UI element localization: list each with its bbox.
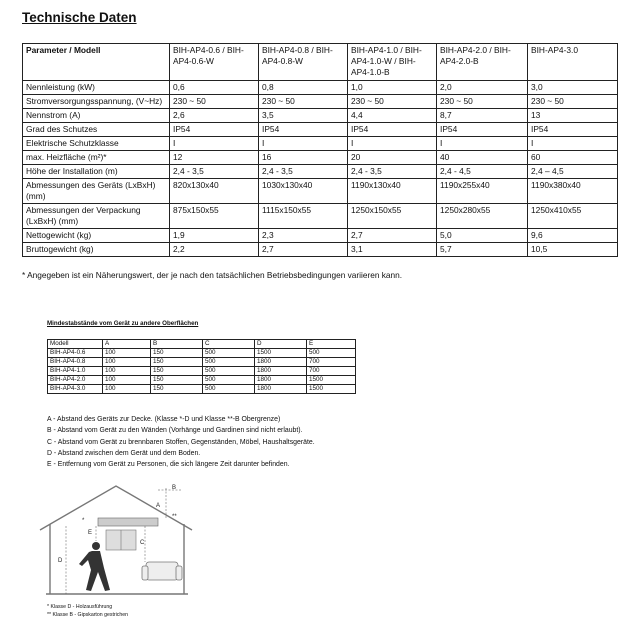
spec-value-cell: 2,7: [348, 229, 437, 243]
spec-param-cell: Nettogewicht (kg): [23, 229, 170, 243]
spec-param-cell: Nennleistung (kW): [23, 81, 170, 95]
spec-header-cell: BIH-AP4-0.6 / BIH-AP4-0.6-W: [170, 44, 259, 81]
min-distance-cell: 100: [103, 367, 151, 376]
diagram-label-b: B: [172, 485, 177, 491]
spec-row: [23, 109, 618, 123]
min-distance-cell: 500: [203, 376, 255, 385]
spec-header-row: [23, 44, 618, 81]
min-distance-cell: B: [151, 340, 203, 349]
spec-row: [23, 123, 618, 137]
min-distance-cell: 150: [151, 376, 203, 385]
min-distance-cell: C: [203, 340, 255, 349]
spec-value-cell: 60: [528, 151, 618, 165]
spec-value-cell: 2,4 - 4,5: [437, 165, 528, 179]
spec-value-cell: 3,5: [259, 109, 348, 123]
spec-row: [23, 204, 618, 229]
spec-value-cell: 1115x150x55: [259, 204, 348, 229]
spec-row: [23, 95, 618, 109]
min-distance-cell: 500: [203, 385, 255, 394]
spec-value-cell: I: [259, 137, 348, 151]
spec-value-cell: 5,7: [437, 243, 528, 257]
min-distance-cell: A: [103, 340, 151, 349]
min-distance-row: [48, 349, 356, 358]
spec-value-cell: 2,4 - 3,5: [259, 165, 348, 179]
spec-header-cell: BIH-AP4-1.0 / BIH-AP4-1.0-W / BIH-AP4-1.0-B: [348, 44, 437, 81]
min-distance-title: Mindestabstände vom Gerät zu andere Oberflächen: [47, 320, 199, 327]
spec-value-cell: 9,6: [528, 229, 618, 243]
spec-value-cell: 875x150x55: [170, 204, 259, 229]
legend-item: C - Abstand vom Gerät zu brennbaren Stoffen, Gegenständen, Möbel, Haushaltsgeräte.: [47, 438, 315, 446]
min-distance-cell: 150: [151, 385, 203, 394]
spec-value-cell: 2,6: [170, 109, 259, 123]
min-distance-cell: BIH-AP4-1.0: [48, 367, 103, 376]
spec-param-cell: Abmessungen des Geräts (LxBxH) (mm): [23, 179, 170, 204]
min-distance-row: [48, 376, 356, 385]
spec-row: [23, 229, 618, 243]
min-distance-cell: 1500: [307, 376, 356, 385]
spec-value-cell: 2,4 - 3,5: [170, 165, 259, 179]
spec-value-cell: 40: [437, 151, 528, 165]
spec-value-cell: 820x130x40: [170, 179, 259, 204]
min-distance-cell: Modell: [48, 340, 103, 349]
spec-value-cell: 12: [170, 151, 259, 165]
spec-value-cell: 3,0: [528, 81, 618, 95]
spec-value-cell: 1190x380x40: [528, 179, 618, 204]
spec-param-cell: Nennstrom (A): [23, 109, 170, 123]
spec-value-cell: 10,5: [528, 243, 618, 257]
spec-value-cell: 2,7: [259, 243, 348, 257]
min-distance-cell: 1500: [255, 349, 307, 358]
min-distance-cell: E: [307, 340, 356, 349]
min-distance-row: [48, 358, 356, 367]
spec-value-cell: 2,3: [259, 229, 348, 243]
spec-value-cell: I: [528, 137, 618, 151]
spec-value-cell: 0,8: [259, 81, 348, 95]
spec-value-cell: IP54: [259, 123, 348, 137]
min-distance-row: [48, 385, 356, 394]
spec-value-cell: 4,4: [348, 109, 437, 123]
spec-row: [23, 179, 618, 204]
min-distance-cell: BIH-AP4-0.6: [48, 349, 103, 358]
min-distance-cell: 500: [203, 349, 255, 358]
spec-value-cell: 0,6: [170, 81, 259, 95]
diagram-label-class-b: **: [172, 514, 177, 520]
spec-value-cell: 230 ~ 50: [259, 95, 348, 109]
spec-value-cell: I: [437, 137, 528, 151]
spec-value-cell: 230 ~ 50: [170, 95, 259, 109]
min-distance-cell: 500: [203, 367, 255, 376]
spec-value-cell: 2,4 – 4,5: [528, 165, 618, 179]
spec-value-cell: 8,7: [437, 109, 528, 123]
spec-header-cell: BIH-AP4-3.0: [528, 44, 618, 81]
spec-header-cell: BIH-AP4-0.8 / BIH-AP4-0.8-W: [259, 44, 348, 81]
spec-value-cell: 230 ~ 50: [348, 95, 437, 109]
min-distance-cell: BIH-AP4-2.0: [48, 376, 103, 385]
min-distance-cell: 150: [151, 358, 203, 367]
min-distance-cell: 100: [103, 358, 151, 367]
min-distance-cell: 1800: [255, 385, 307, 394]
class-note: * Klasse D - Holzausführung: [47, 604, 113, 610]
spec-value-cell: 1250x280x55: [437, 204, 528, 229]
spec-row: [23, 81, 618, 95]
spec-table: [22, 43, 618, 257]
spec-value-cell: 20: [348, 151, 437, 165]
spec-param-cell: Elektrische Schutzklasse: [23, 137, 170, 151]
spec-param-cell: max. Heizfläche (m²)*: [23, 151, 170, 165]
spec-value-cell: 5,0: [437, 229, 528, 243]
diagram-label-c: C: [140, 540, 145, 546]
min-distance-cell: 100: [103, 385, 151, 394]
min-distance-cell: 500: [203, 358, 255, 367]
min-distance-cell: 700: [307, 358, 356, 367]
min-distance-cell: 700: [307, 367, 356, 376]
spec-param-cell: Höhe der Installation (m): [23, 165, 170, 179]
diagram-label-d: D: [58, 558, 63, 564]
legend-item: A - Abstand des Geräts zur Decke. (Klasse *-D und Klasse **-B Obergrenze): [47, 416, 281, 423]
spec-param-cell: Stromversorgungsspannung, (V~Hz): [23, 95, 170, 109]
spec-header-cell: BIH-AP4-2.0 / BIH-AP4-2.0-B: [437, 44, 528, 81]
spec-value-cell: 3,1: [348, 243, 437, 257]
min-distance-cell: 500: [307, 349, 356, 358]
spec-value-cell: 1250x150x55: [348, 204, 437, 229]
diagram-label-a: A: [156, 503, 161, 509]
spec-value-cell: 13: [528, 109, 618, 123]
min-distance-cell: BIH-AP4-3.0: [48, 385, 103, 394]
spec-value-cell: 2,2: [170, 243, 259, 257]
installation-diagram: [38, 478, 198, 605]
min-distance-header-row: [48, 340, 356, 349]
spec-value-cell: I: [348, 137, 437, 151]
min-distance-cell: 100: [103, 376, 151, 385]
min-distance-cell: 1800: [255, 367, 307, 376]
spec-value-cell: 16: [259, 151, 348, 165]
min-distance-cell: D: [255, 340, 307, 349]
spec-row: [23, 243, 618, 257]
diagram-label-class-d: *: [82, 518, 85, 524]
min-distance-cell: 1800: [255, 358, 307, 367]
spec-value-cell: IP54: [348, 123, 437, 137]
legend-item: B - Abstand vom Gerät zu den Wänden (Vorhänge und Gardinen sind nicht erlaubt).: [47, 427, 303, 435]
min-distance-cell: BIH-AP4-0.8: [48, 358, 103, 367]
spec-value-cell: IP54: [170, 123, 259, 137]
diagram-label-e: E: [88, 530, 93, 536]
spec-value-cell: IP54: [437, 123, 528, 137]
spec-value-cell: 230 ~ 50: [437, 95, 528, 109]
spec-value-cell: 2,4 - 3,5: [348, 165, 437, 179]
legend-item: D - Abstand zwischen dem Gerät und dem Boden.: [47, 449, 201, 457]
spec-value-cell: 2,0: [437, 81, 528, 95]
min-distance-cell: 1800: [255, 376, 307, 385]
footnote: * Angegeben ist ein Näherungswert, der je nach den tatsächlichen Betriebsbedingungen variieren kann.: [22, 270, 403, 280]
min-distance-cell: 1500: [307, 385, 356, 394]
spec-header-cell: Parameter / Modell: [23, 44, 170, 81]
min-distance-cell: 100: [103, 349, 151, 358]
spec-row: [23, 137, 618, 151]
spec-value-cell: 1190x130x40: [348, 179, 437, 204]
spec-param-cell: Bruttogewicht (kg): [23, 243, 170, 257]
legend-item: E - Entfernung vom Gerät zu Personen, die sich längere Zeit darunter befinden.: [47, 461, 290, 469]
spec-value-cell: 1030x130x40: [259, 179, 348, 204]
spec-param-cell: Abmessungen der Verpackung (LxBxH) (mm): [23, 204, 170, 229]
spec-value-cell: IP54: [528, 123, 618, 137]
min-distance-row: [48, 367, 356, 376]
class-note: ** Klasse B - Gipskarton gestrichen: [47, 612, 129, 618]
spec-param-cell: Grad des Schutzes: [23, 123, 170, 137]
spec-row: [23, 165, 618, 179]
spec-row: [23, 151, 618, 165]
spec-value-cell: 1,0: [348, 81, 437, 95]
class-notes: [47, 603, 128, 619]
spec-value-cell: I: [170, 137, 259, 151]
spec-value-cell: 1250x410x55: [528, 204, 618, 229]
spec-value-cell: 1190x255x40: [437, 179, 528, 204]
distance-legend: [47, 414, 315, 470]
spec-value-cell: 1,9: [170, 229, 259, 243]
min-distance-cell: 150: [151, 367, 203, 376]
spec-value-cell: 230 ~ 50: [528, 95, 618, 109]
min-distance-cell: 150: [151, 349, 203, 358]
page-title: Technische Daten: [22, 10, 137, 25]
min-distance-table: [47, 339, 356, 394]
